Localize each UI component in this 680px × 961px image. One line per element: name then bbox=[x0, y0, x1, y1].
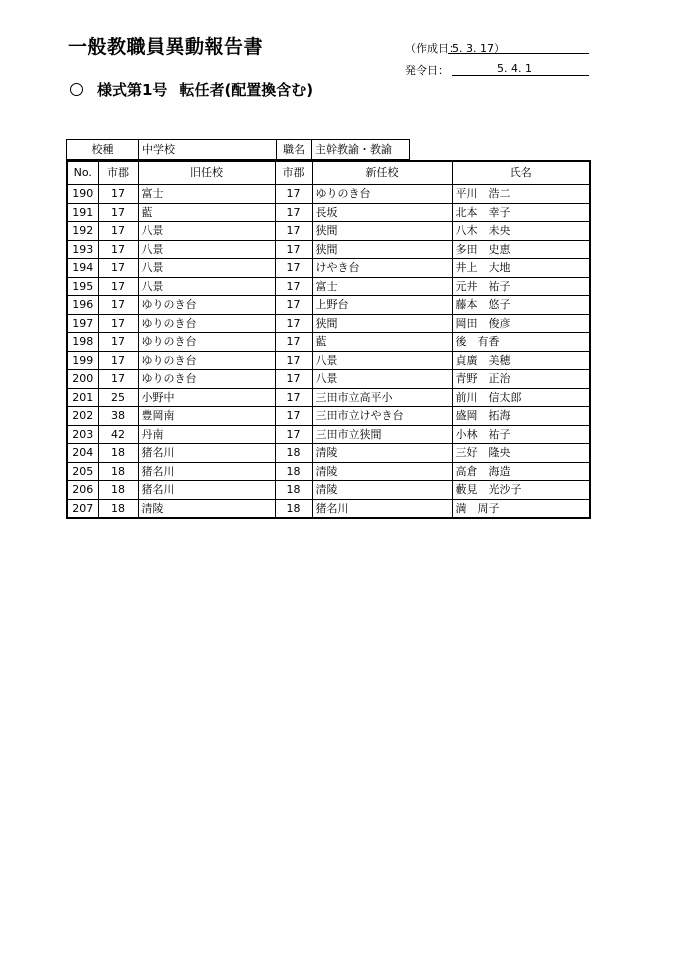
cell-new-school: 狭間 bbox=[312, 222, 452, 241]
cell-new-school: 清陵 bbox=[312, 481, 452, 500]
cell-new-city: 18 bbox=[275, 481, 312, 500]
cell-no: 192 bbox=[67, 222, 98, 241]
cell-no: 193 bbox=[67, 240, 98, 259]
cell-old-city: 17 bbox=[98, 185, 138, 204]
cell-new-school: 八景 bbox=[312, 351, 452, 370]
cell-new-city: 17 bbox=[275, 277, 312, 296]
cell-new-school: 清陵 bbox=[312, 444, 452, 463]
cell-new-school: 猪名川 bbox=[312, 499, 452, 518]
cell-name: 高倉 海造 bbox=[452, 462, 590, 481]
cell-name: 元井 祐子 bbox=[452, 277, 590, 296]
cell-name: 岡田 俊彦 bbox=[452, 314, 590, 333]
col-header-old-school: 旧任校 bbox=[138, 161, 275, 185]
cell-new-city: 17 bbox=[275, 222, 312, 241]
cell-new-school: 富士 bbox=[312, 277, 452, 296]
col-header-new-school: 新任校 bbox=[312, 161, 452, 185]
cell-old-city: 18 bbox=[98, 444, 138, 463]
issue-date-value: 5. 4. 1 bbox=[497, 62, 532, 75]
cell-old-city: 17 bbox=[98, 333, 138, 352]
cell-name: 盛岡 拓海 bbox=[452, 407, 590, 426]
page-title: 一般教職員異動報告書 bbox=[68, 36, 264, 58]
col-header-no: No. bbox=[67, 161, 98, 185]
issue-date-underline bbox=[452, 75, 589, 76]
created-date-value: 5. 3. 17） bbox=[452, 42, 505, 55]
cell-no: 191 bbox=[67, 203, 98, 222]
cell-new-city: 17 bbox=[275, 370, 312, 389]
cell-new-school: 三田市立けやき台 bbox=[312, 407, 452, 426]
cell-old-city: 17 bbox=[98, 203, 138, 222]
cell-name: 平川 浩二 bbox=[452, 185, 590, 204]
cell-new-school: 狭間 bbox=[312, 240, 452, 259]
cell-old-city: 18 bbox=[98, 499, 138, 518]
cell-no: 201 bbox=[67, 388, 98, 407]
table-row bbox=[67, 333, 590, 352]
cell-new-city: 17 bbox=[275, 351, 312, 370]
cell-old-school: 八景 bbox=[138, 222, 275, 241]
table-row bbox=[67, 203, 590, 222]
table-row bbox=[67, 407, 590, 426]
cell-old-school: 清陵 bbox=[138, 499, 275, 518]
cell-name: 藤本 悠子 bbox=[452, 296, 590, 315]
transfer-table bbox=[66, 160, 591, 519]
cell-new-city: 17 bbox=[275, 296, 312, 315]
cell-no: 202 bbox=[67, 407, 98, 426]
cell-old-school: ゆりのき台 bbox=[138, 296, 275, 315]
cell-name: 北本 幸子 bbox=[452, 203, 590, 222]
cell-old-city: 17 bbox=[98, 240, 138, 259]
table-row bbox=[67, 277, 590, 296]
table-header-row bbox=[67, 161, 590, 185]
cell-name: 前川 信太郎 bbox=[452, 388, 590, 407]
cell-new-school: ゆりのき台 bbox=[312, 185, 452, 204]
cell-new-school: 清陵 bbox=[312, 462, 452, 481]
cell-name: 満 周子 bbox=[452, 499, 590, 518]
col-header-old-city: 市郡 bbox=[98, 161, 138, 185]
cell-no: 204 bbox=[67, 444, 98, 463]
cell-old-city: 17 bbox=[98, 296, 138, 315]
cell-name: 多田 史恵 bbox=[452, 240, 590, 259]
cell-no: 197 bbox=[67, 314, 98, 333]
table-row bbox=[67, 185, 590, 204]
cell-new-city: 17 bbox=[275, 259, 312, 278]
cell-old-city: 17 bbox=[98, 370, 138, 389]
table-row bbox=[67, 481, 590, 500]
cell-old-school: 八景 bbox=[138, 277, 275, 296]
subtitle bbox=[70, 79, 313, 100]
table-row bbox=[67, 314, 590, 333]
cell-no: 207 bbox=[67, 499, 98, 518]
cell-no: 205 bbox=[67, 462, 98, 481]
school-type-label: 校種 bbox=[67, 140, 139, 160]
cell-name: 青野 正治 bbox=[452, 370, 590, 389]
cell-no: 195 bbox=[67, 277, 98, 296]
cell-old-city: 38 bbox=[98, 407, 138, 426]
cell-old-city: 17 bbox=[98, 222, 138, 241]
cell-new-school: 藍 bbox=[312, 333, 452, 352]
cell-new-city: 17 bbox=[275, 185, 312, 204]
cell-new-city: 17 bbox=[275, 314, 312, 333]
cell-new-city: 18 bbox=[275, 462, 312, 481]
issue-date-label: 発令日： bbox=[405, 64, 449, 77]
cell-new-school: 八景 bbox=[312, 370, 452, 389]
cell-old-school: 藍 bbox=[138, 203, 275, 222]
cell-no: 199 bbox=[67, 351, 98, 370]
cell-no: 196 bbox=[67, 296, 98, 315]
cell-old-school: 八景 bbox=[138, 259, 275, 278]
cell-old-city: 17 bbox=[98, 259, 138, 278]
cell-new-city: 17 bbox=[275, 388, 312, 407]
cell-name: 藪見 光沙子 bbox=[452, 481, 590, 500]
cell-new-city: 17 bbox=[275, 333, 312, 352]
cell-new-city: 17 bbox=[275, 425, 312, 444]
created-date-underline bbox=[448, 53, 589, 54]
cell-no: 198 bbox=[67, 333, 98, 352]
cell-old-school: ゆりのき台 bbox=[138, 333, 275, 352]
cell-name: 井上 大地 bbox=[452, 259, 590, 278]
cell-old-city: 17 bbox=[98, 277, 138, 296]
cell-old-city: 18 bbox=[98, 481, 138, 500]
school-info-table bbox=[66, 139, 410, 160]
cell-old-school: 猪名川 bbox=[138, 462, 275, 481]
table-row bbox=[67, 444, 590, 463]
cell-new-city: 17 bbox=[275, 240, 312, 259]
cell-name: 後 有香 bbox=[452, 333, 590, 352]
school-type-value: 中学校 bbox=[139, 140, 277, 160]
cell-old-school: 豊岡南 bbox=[138, 407, 275, 426]
form-number: 様式第1号 bbox=[97, 81, 168, 99]
cell-old-school: 富士 bbox=[138, 185, 275, 204]
table-row bbox=[67, 370, 590, 389]
cell-no: 194 bbox=[67, 259, 98, 278]
cell-name: 小林 祐子 bbox=[452, 425, 590, 444]
cell-new-school: けやき台 bbox=[312, 259, 452, 278]
cell-new-city: 18 bbox=[275, 499, 312, 518]
cell-name: 三好 隆央 bbox=[452, 444, 590, 463]
cell-old-school: 猪名川 bbox=[138, 481, 275, 500]
cell-old-city: 42 bbox=[98, 425, 138, 444]
cell-new-school: 上野台 bbox=[312, 296, 452, 315]
table-row bbox=[67, 296, 590, 315]
table-row bbox=[67, 351, 590, 370]
cell-new-school: 三田市立狭間 bbox=[312, 425, 452, 444]
cell-name: 貞廣 美穂 bbox=[452, 351, 590, 370]
table-row bbox=[67, 425, 590, 444]
cell-old-city: 18 bbox=[98, 462, 138, 481]
cell-old-school: 猪名川 bbox=[138, 444, 275, 463]
col-header-name: 氏名 bbox=[452, 161, 590, 185]
position-label: 職名 bbox=[277, 140, 312, 160]
table-row bbox=[67, 222, 590, 241]
transfer-type: 転任者(配置換含む) bbox=[179, 81, 314, 99]
cell-new-school: 三田市立高平小 bbox=[312, 388, 452, 407]
cell-new-city: 17 bbox=[275, 203, 312, 222]
col-header-new-city: 市郡 bbox=[275, 161, 312, 185]
cell-new-city: 17 bbox=[275, 407, 312, 426]
created-date-label: （作成日： bbox=[405, 42, 460, 55]
cell-old-city: 17 bbox=[98, 351, 138, 370]
cell-old-school: ゆりのき台 bbox=[138, 370, 275, 389]
cell-old-school: 丹南 bbox=[138, 425, 275, 444]
cell-new-school: 長坂 bbox=[312, 203, 452, 222]
cell-old-school: ゆりのき台 bbox=[138, 351, 275, 370]
circle-icon bbox=[70, 83, 83, 96]
cell-no: 190 bbox=[67, 185, 98, 204]
table-row bbox=[67, 499, 590, 518]
cell-new-school: 狭間 bbox=[312, 314, 452, 333]
table-row bbox=[67, 240, 590, 259]
position-value: 主幹教諭・教諭 bbox=[312, 140, 410, 160]
cell-no: 200 bbox=[67, 370, 98, 389]
cell-no: 206 bbox=[67, 481, 98, 500]
cell-old-school: 八景 bbox=[138, 240, 275, 259]
cell-old-city: 17 bbox=[98, 314, 138, 333]
cell-old-school: 小野中 bbox=[138, 388, 275, 407]
table-row bbox=[67, 259, 590, 278]
table-row bbox=[67, 462, 590, 481]
table-row bbox=[67, 388, 590, 407]
cell-no: 203 bbox=[67, 425, 98, 444]
cell-new-city: 18 bbox=[275, 444, 312, 463]
cell-old-city: 25 bbox=[98, 388, 138, 407]
cell-old-school: ゆりのき台 bbox=[138, 314, 275, 333]
cell-name: 八木 未央 bbox=[452, 222, 590, 241]
